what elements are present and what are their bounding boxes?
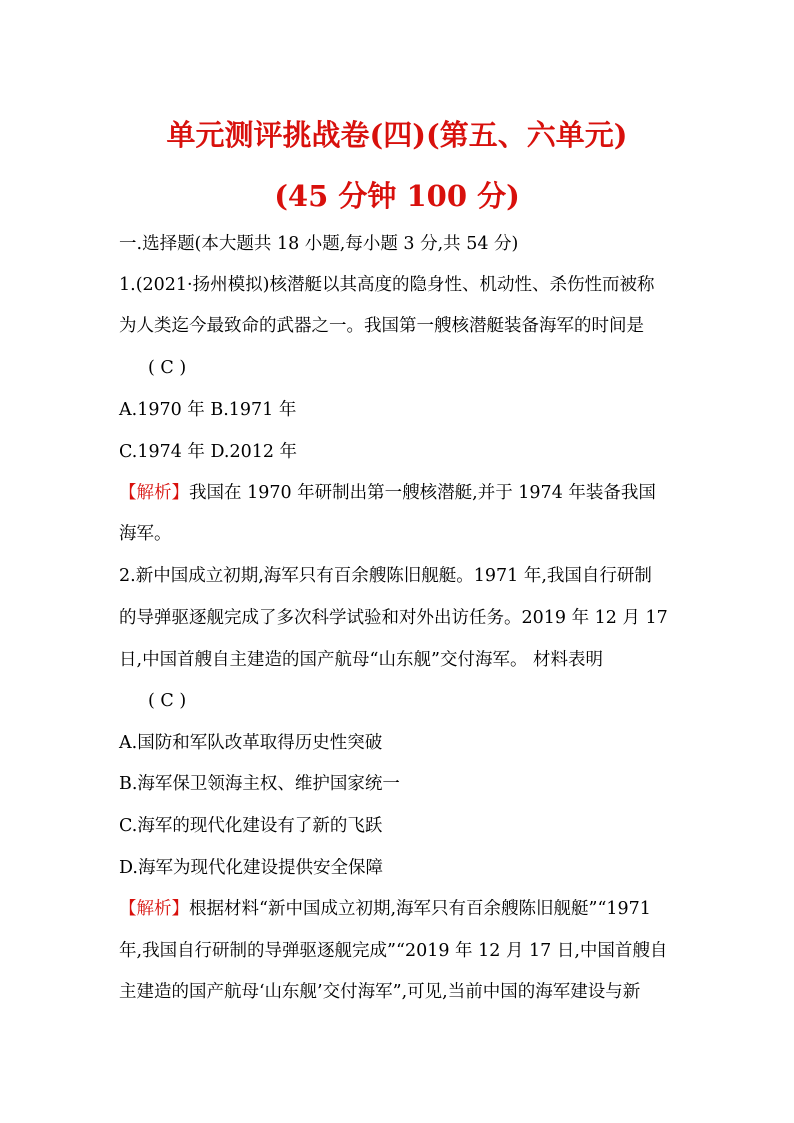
q2-analysis-line-3: 主建造的国产航母‘山东舰’交付海军”,可见,当前中国的海军建设与新 [119,982,641,1002]
q1-analysis-line-2: 海军。 [119,524,172,544]
q2-analysis-text: 根据材料“新中国成立初期,海军只有百余艘陈旧舰艇”“1971 [189,899,651,919]
q2-option-c: C.海军的现代化建设有了新的飞跃 [119,816,383,836]
section-heading: 一.选择题(本大题共 18 小题,每小题 3 分,共 54 分) [119,234,519,254]
q1-options-row-1: A.1970 年 B.1971 年 [119,400,297,420]
q2-stem-line-1: 2.新中国成立初期,海军只有百余艘陈旧舰艇。1971 年,我国自行研制 [119,566,652,586]
q1-answer: ( C ) [148,358,187,378]
q1-stem-line-1: 1.(2021·扬州模拟)核潜艇以其高度的隐身性、机动性、杀伤性而被称 [119,275,655,295]
q2-option-b: B.海军保卫领海主权、维护国家统一 [119,774,400,794]
q2-analysis-line-1 [119,897,689,921]
q2-analysis-line-2: 年,我国自行研制的导弹驱逐舰完成”“2019 年 12 月 17 日,中国首艘自 [119,941,668,961]
q2-stem-line-3: 日,中国首艘自主建造的国产航母“山东舰”交付海军。 材料表明 [119,650,604,670]
q2-stem-line-2: 的导弹驱逐舰完成了多次科学试验和对外出访任务。2019 年 12 月 17 [119,608,668,628]
q2-option-a: A.国防和军队改革取得历史性突破 [119,733,383,753]
q2-analysis-tag: 【解析】 [119,899,189,919]
q1-analysis-text: 我国在 1970 年研制出第一艘核潜艇,并于 1974 年装备我国 [189,483,656,503]
q1-options-row-2: C.1974 年 D.2012 年 [119,442,298,462]
page-title: 单元测评挑战卷(四)(第五、六单元) [166,118,628,152]
q1-analysis-line-1 [119,481,689,505]
q2-option-d: D.海军为现代化建设提供安全保障 [119,858,383,878]
q1-analysis-tag: 【解析】 [119,483,189,503]
q1-stem-line-2: 为人类迄今最致命的武器之一。我国第一艘核潜艇装备海军的时间是 [119,316,644,336]
q2-answer: ( C ) [148,691,187,711]
page-subtitle: (45 分钟 100 分) [274,179,520,213]
